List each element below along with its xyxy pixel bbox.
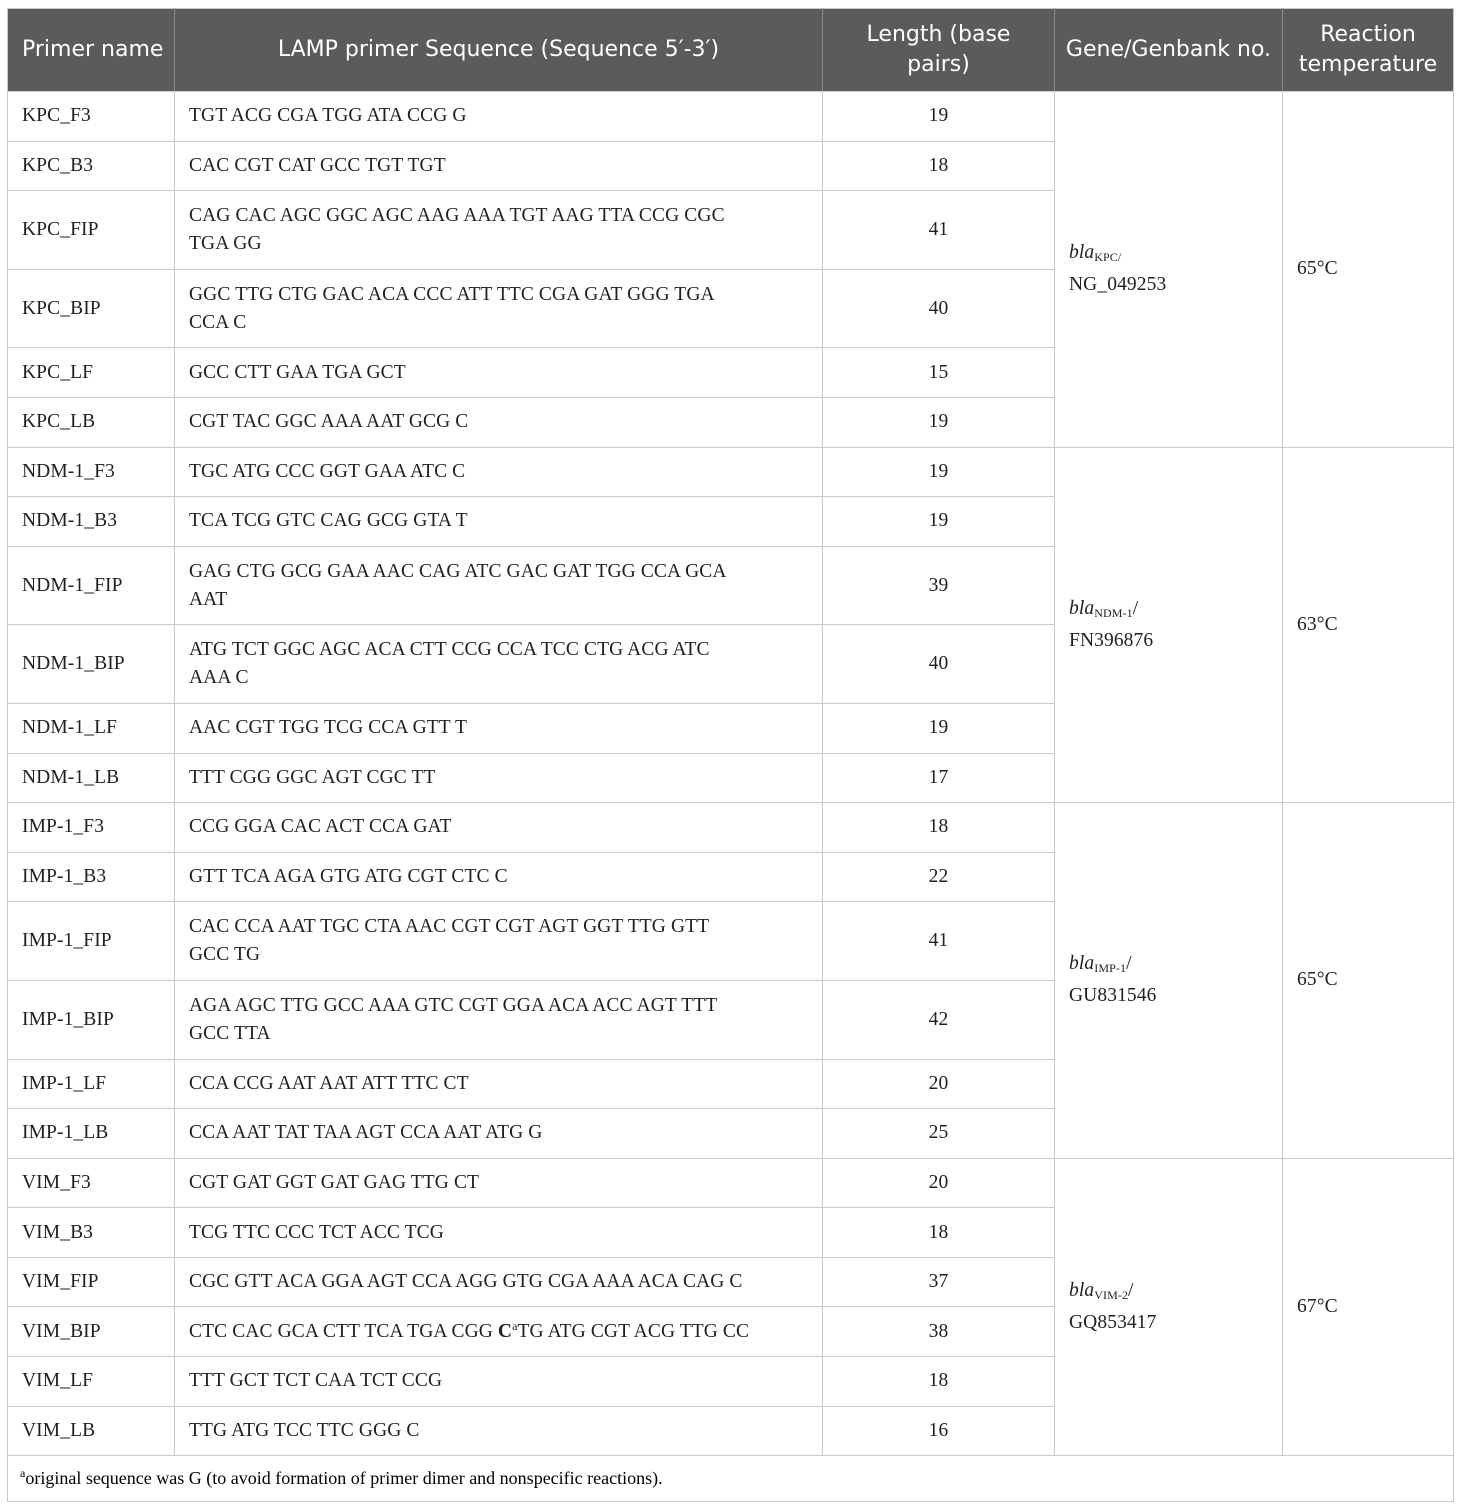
table-row (8, 1158, 1454, 1208)
gene-separator: / (1132, 597, 1139, 619)
primer-sequence-cell (175, 1059, 823, 1109)
primer-length-cell: 19 (823, 447, 1055, 497)
primer-length-cell: 19 (823, 397, 1055, 447)
primer-name-cell: VIM_BIP (8, 1307, 175, 1357)
footnote (8, 1456, 1454, 1502)
gene-name: bla (1069, 242, 1095, 264)
reaction-temperature-cell: 67°C (1283, 1158, 1454, 1456)
primer-name-cell: VIM_B3 (8, 1208, 175, 1258)
sequence-line-2: GCC TTA (189, 1022, 271, 1044)
sequence-line-1: GTT TCA AGA GTG ATG CGT CTC C (189, 866, 508, 888)
primer-sequence-cell (175, 497, 823, 547)
sequence-line-1: CCA CCG AAT AAT ATT TTC CT (189, 1072, 469, 1094)
primer-name-cell: VIM_F3 (8, 1158, 175, 1208)
primer-sequence-cell (175, 141, 823, 191)
primer-name-cell: VIM_FIP (8, 1257, 175, 1307)
table-row (8, 92, 1454, 142)
primer-length-cell: 39 (823, 546, 1055, 625)
primer-name-cell: NDM-1_F3 (8, 447, 175, 497)
primer-length-cell: 25 (823, 1109, 1055, 1159)
sequence-line-2: CCA C (189, 311, 247, 333)
primer-name-cell: NDM-1_FIP (8, 546, 175, 625)
table-body (8, 92, 1454, 1456)
sequence-line-1: AGA AGC TTG GCC AAA GTC CGT GGA ACA ACC AGT TTT (189, 994, 718, 1016)
primer-length-cell: 40 (823, 625, 1055, 704)
primer-name-cell: NDM-1_LF (8, 703, 175, 753)
primer-name-cell: NDM-1_LB (8, 753, 175, 803)
primer-sequence-cell (175, 852, 823, 902)
primer-sequence-cell (175, 269, 823, 348)
sequence-line-2: AAT (189, 588, 228, 610)
gene-name: bla (1069, 953, 1095, 975)
primer-sequence-cell (175, 803, 823, 853)
sequence-line-1: TTT CGG GGC AGT CGC TT (189, 766, 436, 788)
header-gene-genbank: Gene/Genbank no. (1055, 9, 1283, 92)
primer-name-cell: VIM_LB (8, 1406, 175, 1456)
primer-name-cell: KPC_FIP (8, 191, 175, 270)
modified-base: C (497, 1320, 513, 1342)
primer-length-cell: 18 (823, 803, 1055, 853)
gene-subscript: IMP-1 (1094, 961, 1127, 976)
primer-name-cell: IMP-1_LF (8, 1059, 175, 1109)
primer-name-cell: KPC_B3 (8, 141, 175, 191)
primer-length-cell: 19 (823, 703, 1055, 753)
primer-sequence-cell (175, 397, 823, 447)
primer-length-cell: 41 (823, 191, 1055, 270)
gene-name: bla (1069, 597, 1095, 619)
primer-length-cell: 19 (823, 92, 1055, 142)
primer-name-cell: VIM_LF (8, 1357, 175, 1407)
genbank-accession: GQ853417 (1069, 1311, 1157, 1333)
primer-sequence-cell (175, 1109, 823, 1159)
sequence-line-1: TCA TCG GTC CAG GCG GTA T (189, 510, 468, 532)
sequence-line-2: TGA GG (189, 232, 262, 254)
sequence-line-1: CAG CAC AGC GGC AGC AAG AAA TGT AAG TTA CCG CGC (189, 204, 725, 226)
lamp-primer-table (7, 8, 1454, 1502)
sequence-line-1: CGT GAT GGT GAT GAG TTG CT (189, 1171, 480, 1193)
sequence-line-1: TGC ATG CCC GGT GAA ATC C (189, 460, 466, 482)
footnote-reference-mark: a (512, 1318, 518, 1333)
primer-length-cell: 20 (823, 1158, 1055, 1208)
gene-genbank-cell (1055, 92, 1283, 448)
primer-sequence-cell (175, 191, 823, 270)
genbank-accession: FN396876 (1069, 629, 1154, 651)
primer-name-cell: IMP-1_BIP (8, 980, 175, 1059)
primer-name-cell: KPC_LB (8, 397, 175, 447)
footnote-text: original sequence was G (to avoid formation of primer dimer and nonspecific reactions). (25, 1468, 663, 1489)
primer-name-cell: KPC_LF (8, 348, 175, 398)
primer-sequence-cell (175, 546, 823, 625)
primer-table-container (7, 8, 1453, 1502)
primer-sequence-cell (175, 1357, 823, 1407)
primer-length-cell: 20 (823, 1059, 1055, 1109)
primer-sequence-cell (175, 902, 823, 981)
reaction-temperature-cell: 63°C (1283, 447, 1454, 803)
primer-sequence-cell (175, 348, 823, 398)
primer-sequence-cell (175, 753, 823, 803)
footnote-row (8, 1456, 1454, 1502)
sequence-line-1: CTC CAC GCA CTT TCA TGA CGG (189, 1320, 498, 1342)
primer-name-cell: NDM-1_B3 (8, 497, 175, 547)
header-length: Length (base pairs) (823, 9, 1055, 92)
primer-length-cell: 18 (823, 141, 1055, 191)
header-reaction-temperature: Reaction temperature (1283, 9, 1454, 92)
header-sequence: LAMP primer Sequence (Sequence 5′-3′) (175, 9, 823, 92)
primer-sequence-cell (175, 980, 823, 1059)
gene-subscript: VIM-2 (1094, 1287, 1129, 1302)
primer-name-cell: NDM-1_BIP (8, 625, 175, 704)
primer-length-cell: 18 (823, 1208, 1055, 1258)
primer-length-cell: 16 (823, 1406, 1055, 1456)
table-row (8, 447, 1454, 497)
primer-length-cell: 38 (823, 1307, 1055, 1357)
primer-length-cell: 41 (823, 902, 1055, 981)
reaction-temperature-cell: 65°C (1283, 803, 1454, 1159)
primer-name-cell: IMP-1_FIP (8, 902, 175, 981)
sequence-line-2: GCC TG (189, 944, 261, 966)
primer-sequence-cell (175, 1307, 823, 1357)
primer-length-cell: 42 (823, 980, 1055, 1059)
primer-length-cell: 15 (823, 348, 1055, 398)
genbank-accession: GU831546 (1069, 985, 1157, 1007)
gene-genbank-cell (1055, 1158, 1283, 1456)
gene-separator: / (1126, 953, 1132, 975)
sequence-line-1: TTG ATG TCC TTC GGG C (189, 1419, 420, 1441)
sequence-line-1: CGC GTT ACA GGA AGT CCA AGG GTG CGA AAA ACA CAG C (189, 1271, 743, 1293)
primer-sequence-cell (175, 625, 823, 704)
primer-length-cell: 22 (823, 852, 1055, 902)
gene-name: bla (1069, 1279, 1095, 1301)
sequence-line-1: GGC TTG CTG GAC ACA CCC ATT TTC CGA GAT GGG TGA (189, 283, 715, 305)
primer-sequence-cell (175, 1158, 823, 1208)
primer-name-cell: KPC_F3 (8, 92, 175, 142)
primer-length-cell: 37 (823, 1257, 1055, 1307)
table-header-row (8, 9, 1454, 92)
sequence-line-1: CCG GGA CAC ACT CCA GAT (189, 816, 452, 838)
gene-genbank-cell (1055, 803, 1283, 1159)
primer-length-cell: 17 (823, 753, 1055, 803)
sequence-line-1: GCC CTT GAA TGA GCT (189, 361, 406, 383)
primer-length-cell: 19 (823, 497, 1055, 547)
sequence-line-1: CCA AAT TAT TAA AGT CCA AAT ATG G (189, 1122, 543, 1144)
table-row (8, 803, 1454, 853)
sequence-line-1: TGT ACG CGA TGG ATA CCG G (189, 105, 467, 127)
sequence-line-1-tail: TG ATG CGT ACG TTG CC (517, 1320, 750, 1342)
primer-sequence-cell (175, 1208, 823, 1258)
primer-name-cell: KPC_BIP (8, 269, 175, 348)
sequence-line-1: CGT TAC GGC AAA AAT GCG C (189, 411, 469, 433)
primer-name-cell: IMP-1_F3 (8, 803, 175, 853)
primer-sequence-cell (175, 447, 823, 497)
gene-subscript: KPC/ (1094, 250, 1122, 265)
sequence-line-1: GAG CTG GCG GAA AAC CAG ATC GAC GAT TGG CCA GCA (189, 560, 727, 582)
primer-sequence-cell (175, 703, 823, 753)
sequence-line-1: ATG TCT GGC AGC ACA CTT CCG CCA TCC CTG ACG ATC (189, 639, 710, 661)
sequence-line-1: CAC CGT CAT GCC TGT TGT (189, 154, 446, 176)
reaction-temperature-cell: 65°C (1283, 92, 1454, 448)
primer-length-cell: 40 (823, 269, 1055, 348)
primer-sequence-cell (175, 1406, 823, 1456)
sequence-line-1: AAC CGT TGG TCG CCA GTT T (189, 717, 468, 739)
sequence-line-1: CAC CCA AAT TGC CTA AAC CGT CGT AGT GGT TTG GTT (189, 916, 710, 938)
primer-name-cell: IMP-1_B3 (8, 852, 175, 902)
primer-sequence-cell (175, 92, 823, 142)
gene-genbank-cell (1055, 447, 1283, 803)
primer-length-cell: 18 (823, 1357, 1055, 1407)
genbank-accession: NG_049253 (1069, 274, 1167, 296)
primer-name-cell: IMP-1_LB (8, 1109, 175, 1159)
footnote-mark: a (20, 1466, 26, 1481)
primer-sequence-cell (175, 1257, 823, 1307)
gene-separator: / (1128, 1279, 1134, 1301)
sequence-line-1: TTT GCT TCT CAA TCT CCG (189, 1370, 443, 1392)
sequence-line-2: AAA C (189, 667, 249, 689)
gene-subscript: NDM-1 (1094, 605, 1133, 620)
sequence-line-1: TCG TTC CCC TCT ACC TCG (189, 1221, 444, 1243)
header-primer-name: Primer name (8, 9, 175, 92)
